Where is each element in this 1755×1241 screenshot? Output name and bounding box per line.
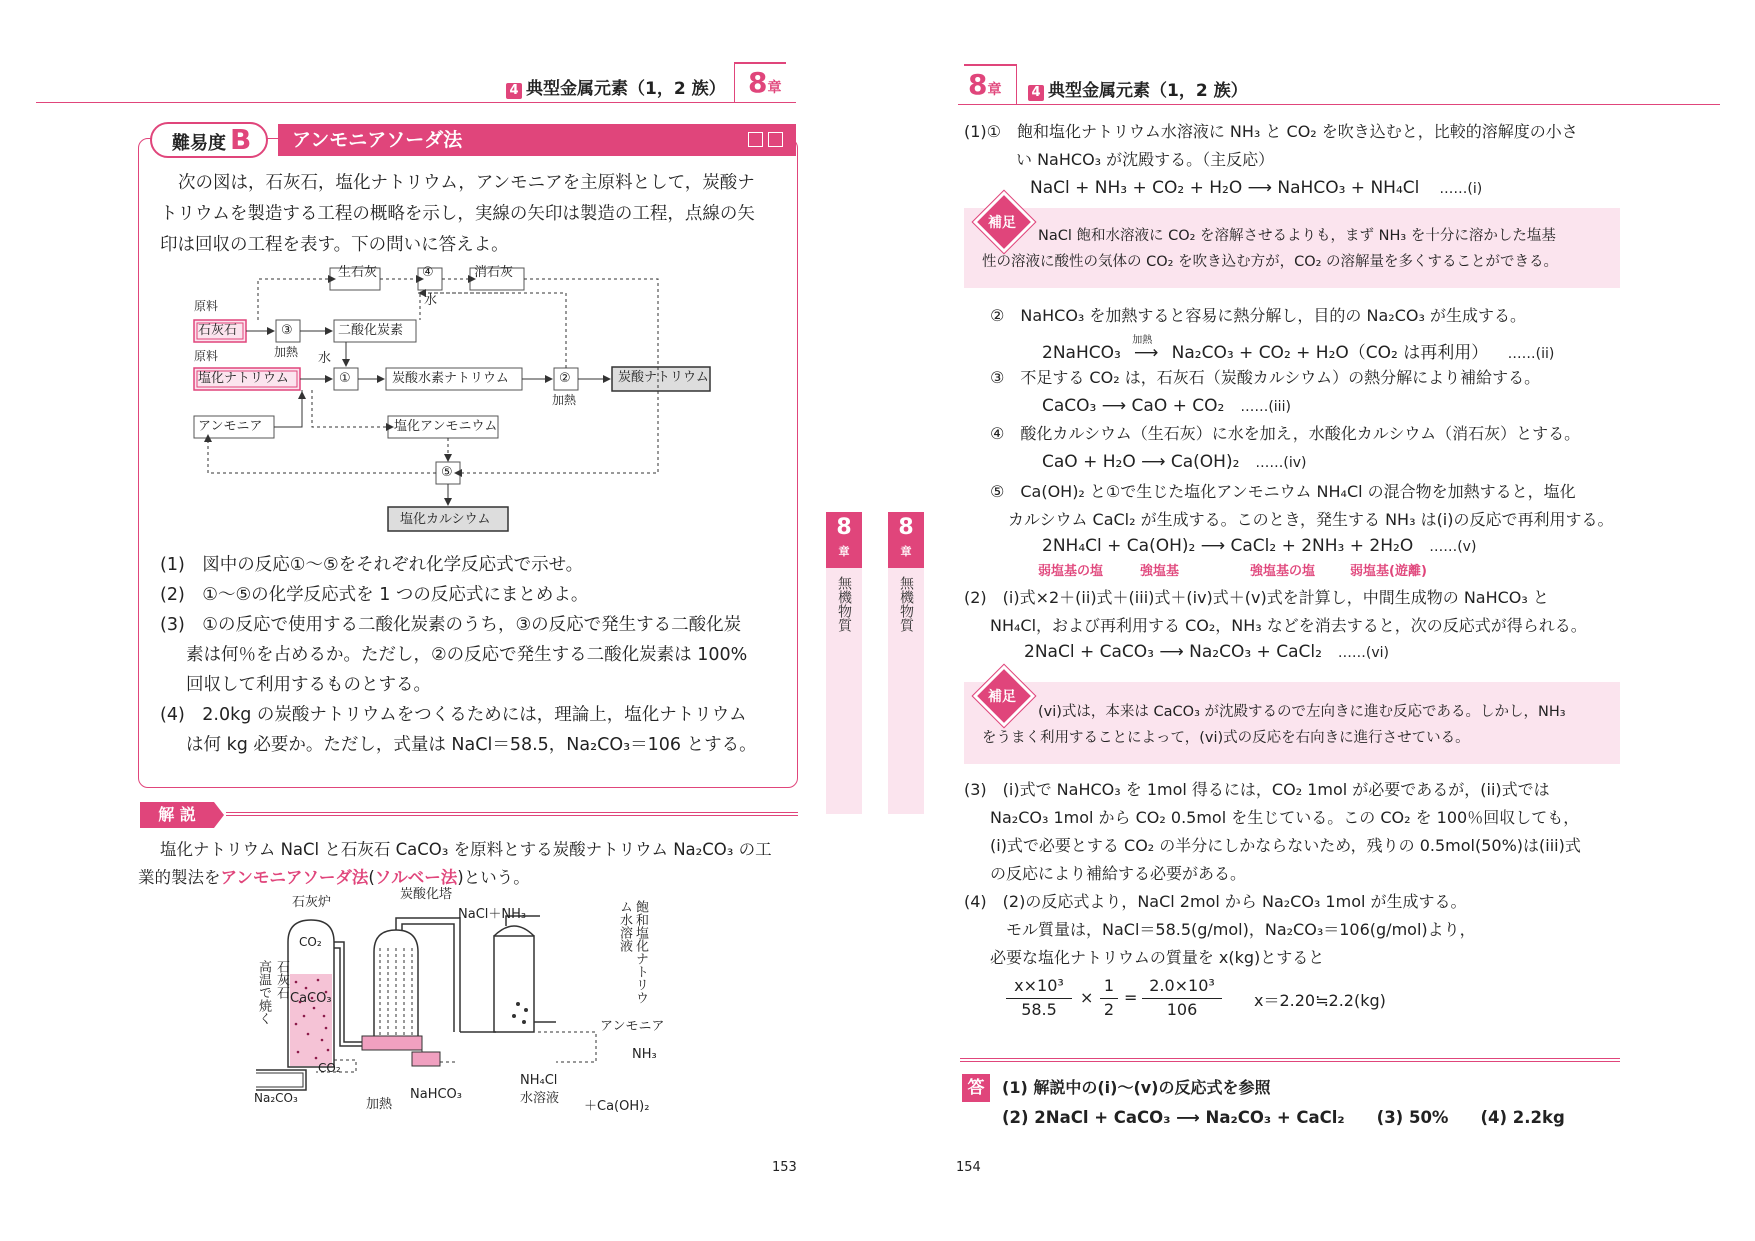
question-intro-3: 印は回収の工程を表す。下の問いに答えよ。 xyxy=(160,235,509,255)
answer-badge: 答 xyxy=(962,1074,990,1102)
hosoku-label-2: 補足 xyxy=(988,689,1016,705)
question-title: アンモニアソーダ法 xyxy=(292,129,463,151)
left-header-line xyxy=(36,102,796,103)
app-co2-bottom: CO₂ xyxy=(318,1061,341,1075)
flow-enka: 塩化ナトリウム xyxy=(198,371,289,386)
ans-p5b: カルシウム CaCl₂ が生成する。このとき，発生する NH₃ は(i)の反応で再利用する。 xyxy=(1008,510,1614,529)
ans-p8b: モル質量は，NaCl＝58.5(g/mol)，Na₂CO₃＝106(g/mol)より， xyxy=(1006,920,1476,939)
app-caoh2: ＋Ca(OH)₂ xyxy=(584,1099,650,1114)
process-flow-diagram xyxy=(188,262,748,544)
right-chapter: 8章 xyxy=(968,68,1002,101)
ans-p5a: ⑤ Ca(OH)₂ と①で生じた塩化アンモニウム NH₄Cl の混合物を加熱すると，塩化 xyxy=(990,482,1576,501)
right-chapter-topline xyxy=(964,64,1016,66)
app-na2co3: Na₂CO₃ xyxy=(254,1091,298,1105)
side-tab-right: 8 章 無機物質 xyxy=(888,512,924,814)
difficulty-badge: 難易度 B xyxy=(150,122,268,158)
hosoku2-line-a: (vi)式は，本来は CaCO₃ が沈殿するので左向きに進む反応である。しかし，NH₃ xyxy=(1038,704,1566,720)
check-box-1 xyxy=(748,132,763,147)
ans-p4: ④ 酸化カルシウム（生石灰）に水を加え，水酸化カルシウム（消石灰）とする。 xyxy=(990,424,1581,443)
right-section-title: 4 典型金属元素（1，2 族） xyxy=(1028,76,1248,101)
app-nahco3: NaHCO₃ xyxy=(410,1087,462,1102)
answer-rule xyxy=(960,1058,1620,1062)
app-nacl-nh3: NaCl＋NH₃ xyxy=(458,907,527,922)
ans-p2: ② NaHCO₃ を加熱すると容易に熱分解し，目的の Na₂CO₃ が生成する。 xyxy=(990,306,1526,325)
flow-seisekkai: 生石灰 xyxy=(338,265,378,280)
flow-mizu-mid: 水 xyxy=(318,351,332,366)
flow-enka-ammon: 塩化アンモニウム xyxy=(394,419,498,434)
flow-n2: ② xyxy=(559,371,571,386)
question-item-2: (2) ①〜⑤の化学反応式を 1 つの反応式にまとめよ。 xyxy=(160,585,589,605)
left-chapter-topline xyxy=(734,62,786,64)
app-co2-top: CO₂ xyxy=(299,935,322,949)
flow-genryo-2: 原料 xyxy=(194,349,219,363)
flow-tansansuiso: 炭酸水素ナトリウム xyxy=(392,371,509,386)
hosoku1-line-b: 性の溶液に酸性の気体の CO₂ を吹き込む方が，CO₂ の溶解量を多くすることができる。 xyxy=(982,254,1559,270)
ans-eq4: CaO + H₂O ⟶ Ca(OH)₂ ……(iv) xyxy=(1042,452,1307,472)
hosoku2-line-b: をうまく利用することによって，(vi)式の反応を右向きに進行させている。 xyxy=(982,730,1470,746)
question-item-3a: (3) ①の反応で使用する二酸化炭素のうち，③の反応で発生する二酸化炭 xyxy=(160,615,742,635)
flow-kanetsu-1: 加熱 xyxy=(274,345,299,359)
side-tab-left: 8 章 無機物質 xyxy=(826,512,862,814)
ans-eq6: 2NaCl + CaCO₃ ⟶ Na₂CO₃ + CaCl₂ ……(vi) xyxy=(1024,642,1389,662)
final-answer-line-2: (2) 2NaCl + CaCO₃ ⟶ Na₂CO₃ + CaCl₂ (3) 50% (4) 2.2kg xyxy=(1002,1108,1565,1127)
question-item-1: (1) 図中の反応①〜⑤をそれぞれ化学反応式で示せ。 xyxy=(160,555,584,575)
question-intro-1: 次の図は，石灰石，塩化ナトリウム，アンモニアを主原料として，炭酸ナ xyxy=(178,173,755,193)
kaisetsu-line-2: 業的製法をアンモニアソーダ法(ソルベー法)という。 xyxy=(138,868,530,887)
flow-n5: ⑤ xyxy=(441,465,453,480)
right-section-num: 4 xyxy=(1028,85,1044,101)
app-ammonia: アンモニア xyxy=(600,1019,665,1034)
left-section-num: 4 xyxy=(506,83,522,99)
kaisetsu-line-1: 塩化ナトリウム NaCl と石灰石 CaCO₃ を原料とする炭酸ナトリウム Na₂CO₃ の工 xyxy=(160,840,772,859)
ans-p7c: (i)式で必要とする CO₂ の半分にしかならないため，残りの 0.5mol(50%)は(iii)式 xyxy=(990,836,1581,855)
eq5-label-4: 弱塩基(遊離) xyxy=(1350,564,1427,579)
kaisetsu-label-tip xyxy=(214,802,224,828)
app-suiyoeki: 水溶液 xyxy=(520,1091,560,1106)
eq5-label-2: 強塩基 xyxy=(1140,564,1180,579)
app-caco3: CaCO₃ xyxy=(290,991,332,1006)
ans-eq2: 2NaHCO₃ 加熱 ⟶ Na₂CO₃ + CO₂ + H₂O（CO₂ は再利用） ……(ii) xyxy=(1042,335,1555,363)
flow-mizu-top: 水 xyxy=(424,293,438,308)
question-item-4b: は何 kg 必要か。ただし，式量は NaCl＝58.5，Na₂CO₃＝106 とする。 xyxy=(186,735,757,755)
left-chapter-divider xyxy=(734,62,735,102)
ans-p6a: (2) (i)式×2＋(ii)式＋(iii)式＋(iv)式＋(v)式を計算し，中間生成物の NaHCO₃ と xyxy=(964,588,1549,607)
question-item-3b: 素は何％を占めるか。ただし，②の反応で発生する二酸化炭素は 100% xyxy=(186,645,748,665)
ans-p1b: い NaHCO₃ が沈殿する。（主反応） xyxy=(1016,150,1275,169)
flow-tansan: 炭酸ナトリウム xyxy=(618,370,709,385)
hosoku-label-1: 補足 xyxy=(988,215,1016,231)
flow-n3: ③ xyxy=(281,323,293,338)
app-nh3: NH₃ xyxy=(632,1047,657,1062)
app-sekkaiseki: 石灰石 xyxy=(274,960,289,999)
ans-p7a: (3) (i)式で NaHCO₃ を 1mol 得るには，CO₂ 1mol が必要であるが，(ii)式では xyxy=(964,780,1550,799)
app-kanetsu: 加熱 xyxy=(366,1097,393,1112)
eq5-label-1: 弱塩基の塩 xyxy=(1038,564,1104,579)
ans-p3: ③ 不足する CO₂ は，石灰石（炭酸カルシウム）の熱分解により補給する。 xyxy=(990,368,1541,387)
app-howa: 飽和塩化ナトリウム水溶液 xyxy=(617,900,648,1004)
flow-ammonia: アンモニア xyxy=(198,419,263,434)
question-header xyxy=(150,122,796,158)
ans-p8c: 必要な塩化ナトリウムの質量を x(kg)とすると xyxy=(990,948,1325,967)
ans-eq1: NaCl + NH₃ + CO₂ + H₂O ⟶ NaHCO₃ + NH₄Cl ……(i) xyxy=(1030,178,1483,198)
page-number-right: 154 xyxy=(956,1160,981,1175)
question-intro-2: トリウムを製造する工程の概略を示し，実線の矢印は製造の工程，点線の矢 xyxy=(160,204,755,224)
check-box-2 xyxy=(768,132,783,147)
final-answer-line-1: (1) 解説中の(i)〜(v)の反応式を参照 xyxy=(1002,1078,1271,1097)
flow-n4: ④ xyxy=(422,265,434,280)
ans-p8a: (4) (2)の反応式より，NaCl 2mol から Na₂CO₃ 1mol が生成する。 xyxy=(964,892,1467,911)
ans-eq3: CaCO₃ ⟶ CaO + CO₂ ……(iii) xyxy=(1042,396,1291,416)
right-header-line xyxy=(958,104,1720,105)
left-chapter: 8章 xyxy=(748,66,782,99)
ans-eq5: 2NH₄Cl + Ca(OH)₂ ⟶ CaCl₂ + 2NH₃ + 2H₂O ……(v) xyxy=(1042,536,1477,556)
app-nh4cl: NH₄Cl xyxy=(520,1073,558,1088)
app-tansankato: 炭酸化塔 xyxy=(400,887,453,902)
eq5-label-3: 強塩基の塩 xyxy=(1250,564,1316,579)
flow-shosekkai: 消石灰 xyxy=(474,265,514,280)
ans-p7b: Na₂CO₃ 1mol から CO₂ 0.5mol を生じている。この CO₂ を 100％回収しても， xyxy=(990,808,1580,827)
question-item-3c: 回収して利用するものとする。 xyxy=(186,675,431,695)
flow-enka-ca: 塩化カルシウム xyxy=(400,512,491,527)
ans-p1a: (1)① 飽和塩化ナトリウム水溶液に NH₃ と CO₂ を吹き込むと，比較的溶解度の小さ xyxy=(964,122,1578,141)
kaisetsu-label: 解 説 xyxy=(140,802,214,828)
ans-p6b: NH₄Cl，および再利用する CO₂，NH₃ などを消去すると，次の反応式が得られる。 xyxy=(990,616,1587,635)
flow-sekkaiseki: 石灰石 xyxy=(198,323,238,338)
left-section-title: 4 典型金属元素（1，2 族） xyxy=(506,74,726,99)
flow-nisanka: 二酸化炭素 xyxy=(338,323,404,338)
hosoku1-line-a: NaCl 飽和水溶液に CO₂ を溶解させるよりも，まず NH₃ を十分に溶かした塩基 xyxy=(1038,228,1556,244)
right-chapter-divider xyxy=(1016,64,1017,104)
ans-p7d: の反応により補給する必要がある。 xyxy=(990,864,1247,883)
question-item-4a: (4) 2.0kg の炭酸ナトリウムをつくるためには，理論上，塩化ナトリウム xyxy=(160,705,747,725)
page-number-left: 153 xyxy=(772,1160,797,1175)
app-sekkairo: 石灰炉 xyxy=(292,895,332,910)
question-title-bar xyxy=(278,124,796,156)
flow-kanetsu-2: 加熱 xyxy=(552,393,577,407)
flow-n1: ① xyxy=(339,371,351,386)
flow-genryo-1: 原料 xyxy=(194,299,219,313)
app-side-text: 高温で焼く xyxy=(256,960,271,1025)
kaisetsu-rule xyxy=(226,812,798,816)
